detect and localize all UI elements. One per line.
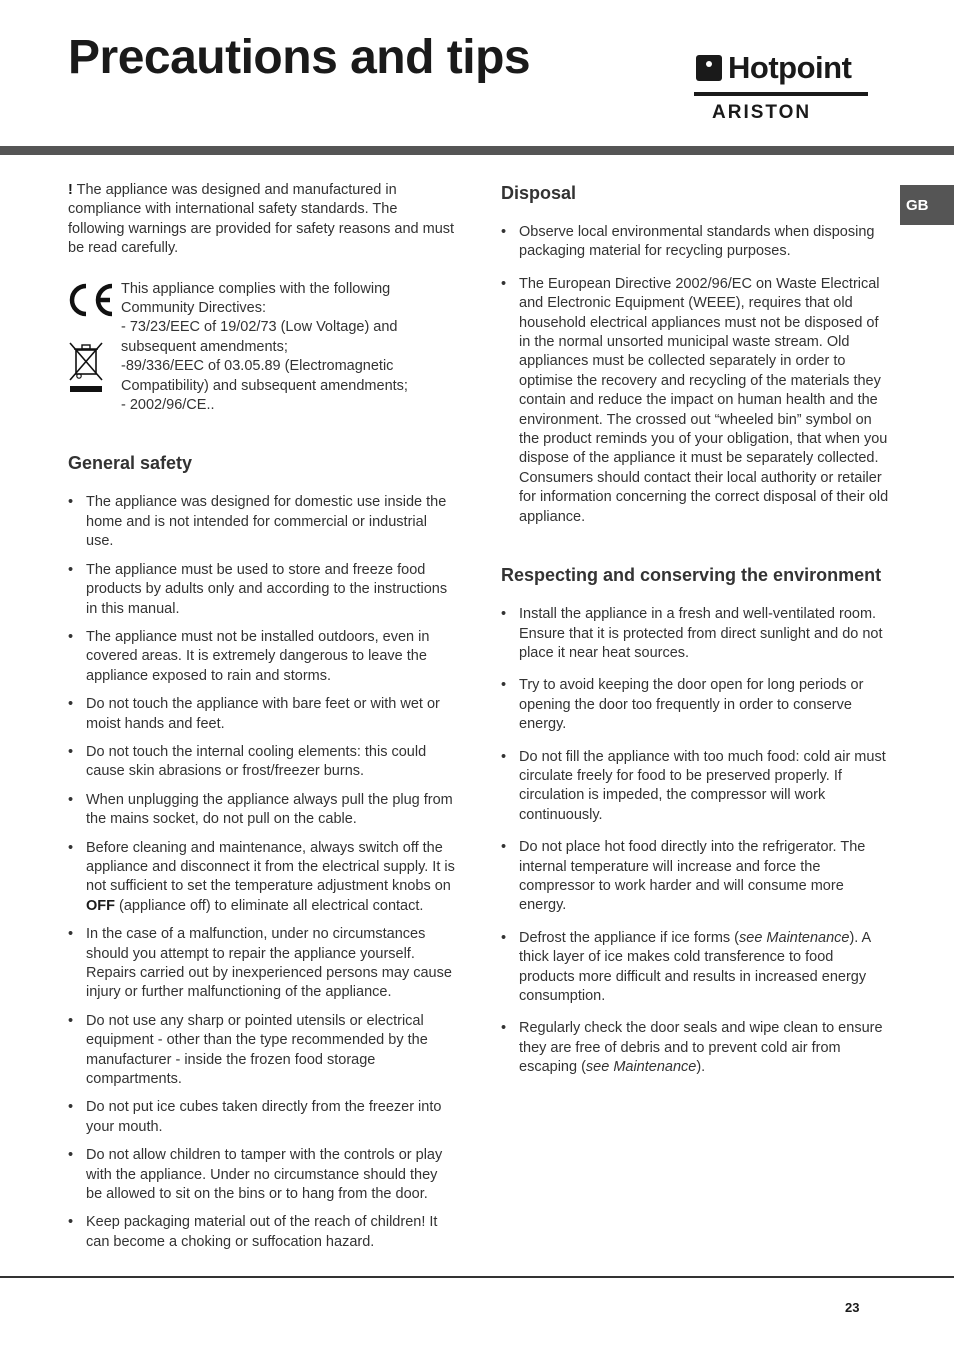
list-item: • In the case of a malfunction, under no circumstances should you attempt to repair the appliance yourself. Repairs carried out by inexperienced persons may cause injury or further malfunctioning of the appliance. bbox=[68, 925, 456, 1003]
list-item: • Keep packaging material out of the reach of children! It can become a choking or suffocation hazard. bbox=[68, 1213, 456, 1252]
footer-divider bbox=[0, 1276, 954, 1278]
maintenance-reference: see Maintenance bbox=[585, 1059, 697, 1076]
off-label: OFF bbox=[86, 897, 115, 914]
general-safety-list bbox=[68, 493, 456, 1252]
list-item: • Try to avoid keeping the door open for long periods or opening the door too frequently in order to conserve energy. bbox=[501, 676, 891, 734]
list-item: • Do not place hot food directly into the refrigerator. The internal temperature will increase and force the compressor to work harder and will consume more energy. bbox=[501, 838, 891, 916]
hotpoint-ariston-logo bbox=[694, 52, 870, 126]
ce-mark-icon bbox=[68, 283, 116, 317]
defrost-text-end: ). A thick layer of ice makes cold transference to food products more difficult and results in increased energy consumption. bbox=[519, 929, 871, 1004]
environment-list bbox=[501, 605, 891, 1078]
list-item-defrost bbox=[501, 929, 891, 1007]
page-number: 23 bbox=[845, 1300, 860, 1315]
seals-text: Regularly check the door seals and wipe clean to ensure they are free of debris and to prevent cold air from escaping ( bbox=[519, 1020, 883, 1076]
list-item: • Do not touch the appliance with bare feet or with wet or moist hands and feet. bbox=[68, 695, 456, 734]
compliance-line: - 2002/96/CE.. bbox=[121, 397, 215, 414]
defrost-text: Defrost the appliance if ice forms ( bbox=[519, 929, 740, 946]
list-item-seals bbox=[501, 1019, 891, 1077]
list-item: • When unplugging the appliance always pull the plug from the mains socket, do not pull on the cable. bbox=[68, 791, 456, 830]
disposal-list bbox=[501, 223, 891, 527]
list-item-weee bbox=[501, 275, 891, 527]
cleaning-text-end: (appliance off) to eliminate all electrical contact. bbox=[115, 897, 424, 914]
list-item: • Do not put ice cubes taken directly from the freezer into your mouth. bbox=[68, 1098, 456, 1137]
intro-paragraph bbox=[68, 181, 456, 259]
list-item: • Install the appliance in a fresh and well-ventilated room. Ensure that it is protected from direct sunlight and do not place it near heat sources. bbox=[501, 605, 891, 663]
page-title: Precautions and tips bbox=[68, 31, 531, 84]
seals-text-end: ). bbox=[696, 1059, 706, 1076]
logo-brand-sub: ARISTON bbox=[712, 102, 812, 123]
weee-contact-text: Consumers should contact their local authority or retailer for information concerning the correct disposal of their old appliance. bbox=[519, 469, 889, 525]
maintenance-reference: see Maintenance bbox=[739, 929, 850, 946]
list-item: • Do not touch the internal cooling elements: this could cause skin abrasions or frost/freezer burns. bbox=[68, 743, 456, 782]
weee-text: The European Directive 2002/96/EC on Waste Electrical and Electronic Equipment (WEEE), requires that old household electrical appliances must not be disposed of in the normal unsorted municipal waste stream. Old appliances must be collected separately in order to optimise the recovery and recycling of the materials they contain and reduce the impact on human health and the environment. The crossed out “wheeled bin” symbol on the product reminds you of your obligation, that when you dispose of the appliance it must be separately collected. bbox=[519, 275, 888, 467]
list-item: • Do not use any sharp or pointed utensils or electrical equipment - other than the type recommended by the manufacturer - inside the frozen food storage compartments. bbox=[68, 1012, 456, 1090]
crossed-bin-icon bbox=[68, 340, 104, 392]
header-divider bbox=[0, 146, 954, 155]
compliance-line: -89/336/EEC of 03.05.89 (Electromagnetic Compatibility) and subsequent amendments; bbox=[121, 358, 408, 394]
disposal-heading: Disposal bbox=[501, 183, 577, 203]
list-item: • The appliance must be used to store and freeze food products by adults only and according to the instructions in this manual. bbox=[68, 561, 456, 619]
environment-heading: Respecting and conserving the environment bbox=[501, 565, 882, 586]
list-item: • The appliance was designed for domestic use inside the home and is not intended for commercial or industrial use. bbox=[68, 493, 456, 551]
language-tab: GB bbox=[900, 185, 954, 225]
right-column bbox=[501, 181, 891, 1091]
left-column bbox=[68, 181, 456, 1261]
general-safety-heading: General safety bbox=[68, 453, 193, 474]
list-item: • Do not fill the appliance with too much food: cold air must circulate freely for food to be preserved properly. If circulation is impeded, the compressor will work continuously. bbox=[501, 748, 891, 826]
logo-brand-main: Hotpoint bbox=[728, 50, 852, 85]
list-item-cleaning bbox=[68, 839, 456, 917]
compliance-block bbox=[68, 280, 456, 416]
list-item: • The appliance must not be installed outdoors, even in covered areas. It is extremely dangerous to leave the appliance exposed to rain and storms. bbox=[68, 628, 456, 686]
intro-text: The appliance was designed and manufactured in compliance with international safety standards. The following warnings are provided for safety reasons and must be read carefully. bbox=[68, 182, 455, 257]
cleaning-text: Before cleaning and maintenance, always switch off the appliance and disconnect it from the electrical supply. It is not sufficient to set the temperature adjustment knobs on bbox=[86, 839, 455, 895]
logo-icon bbox=[696, 55, 722, 81]
warning-mark: ! bbox=[68, 182, 73, 198]
compliance-line: This appliance complies with the following Community Directives: bbox=[121, 280, 391, 317]
list-item: • Do not allow children to tamper with the controls or play with the appliance. Under no circumstance should they be allowed to sit on the bins or to hang from the door. bbox=[68, 1146, 456, 1204]
compliance-line: - 73/23/EEC of 19/02/73 (Low Voltage) and subsequent amendments; bbox=[121, 319, 398, 355]
logo-rule bbox=[694, 92, 868, 96]
list-item: • Observe local environmental standards when disposing packaging material for recycling purposes. bbox=[501, 223, 891, 262]
